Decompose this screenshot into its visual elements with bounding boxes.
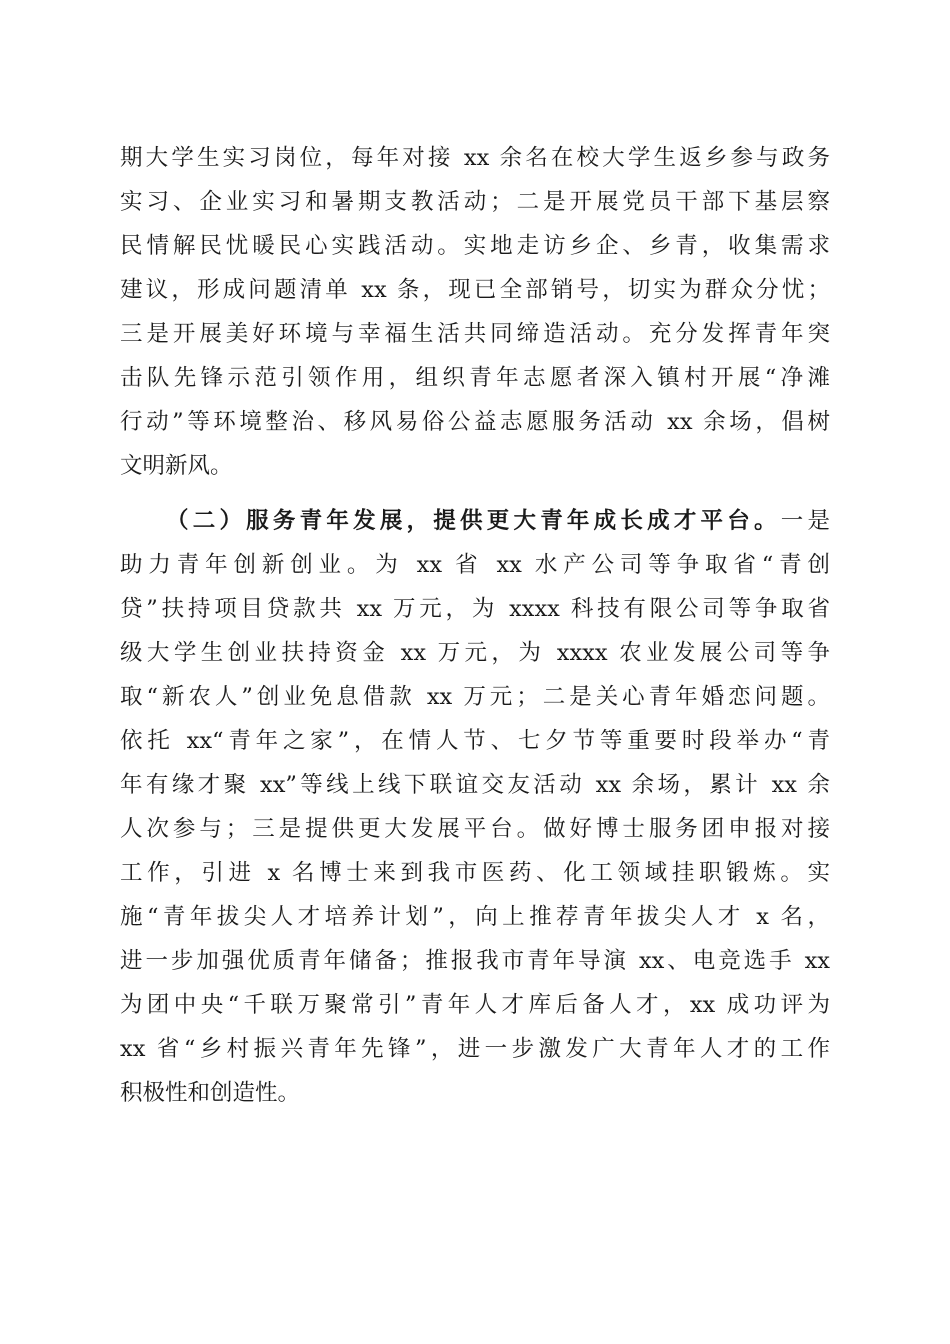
paragraph-2-line: 助力青年创新创业。为 xx 省 xx 水产公司等争取省“青创 (120, 552, 830, 578)
paragraph-2-line: 取“新农人”创业免息借款 xx 万元；二是关心青年婚恋问题。 (120, 684, 830, 710)
paragraph-2-line: 人次参与；三是提供更大发展平台。做好博士服务团申报对接 (120, 816, 830, 842)
paragraph-1-line: 文明新风。 (120, 453, 233, 479)
paragraph-2-line: 级大学生创业扶持资金 xx 万元，为 xxxx 农业发展公司等争 (120, 640, 830, 666)
paragraph-1-line: 民情解民忧暖民心实践活动。实地走访乡企、乡青，收集需求 (120, 233, 830, 259)
paragraph-2-line: 工作，引进 x 名博士来到我市医药、化工领域挂职锻炼。实 (120, 860, 830, 886)
paragraph-2-line: 依托 xx“青年之家”，在情人节、七夕节等重要时段举办“青 (120, 728, 830, 754)
paragraph-2-line: 施“青年拔尖人才培养计划”，向上推荐青年拔尖人才 x 名， (120, 904, 830, 930)
paragraph-1-line: 建议，形成问题清单 xx 条，现已全部销号，切实为群众分忧； (120, 277, 830, 303)
paragraph-1-line: 实习、企业实习和暑期支教活动；二是开展党员干部下基层察 (120, 189, 830, 215)
paragraph-2-line: 为团中央“千联万聚常引”青年人才库后备人才，xx 成功评为 (120, 992, 830, 1018)
paragraph-2-first-line (120, 503, 830, 539)
paragraph-1-line: 行动”等环境整治、移风易俗公益志愿服务活动 xx 余场，倡树 (120, 409, 830, 435)
paragraph-1-line: 三是开展美好环境与幸福生活共同缔造活动。充分发挥青年突 (120, 321, 830, 347)
paragraph-2-line: 贷”扶持项目贷款共 xx 万元，为 xxxx 科技有限公司等争取省 (120, 596, 830, 622)
heading-continuation: 一是 (780, 508, 830, 534)
paragraph-1-line: 击队先锋示范引领作用，组织青年志愿者深入镇村开展“净滩 (120, 365, 830, 391)
paragraph-2-line: 进一步加强优质青年储备；推报我市青年导演 xx、电竞选手 xx (120, 948, 830, 974)
paragraph-1-line: 期大学生实习岗位，每年对接 xx 余名在校大学生返乡参与政务 (120, 145, 830, 171)
paragraph-2-line: 年有缘才聚 xx”等线上线下联谊交友活动 xx 余场，累计 xx 余 (120, 772, 830, 798)
section-heading: （二）服务青年发展，提供更大青年成长成才平台。 (166, 508, 781, 534)
paragraph-2-line: xx 省“乡村振兴青年先锋”，进一步激发广大青年人才的工作 (120, 1036, 830, 1062)
paragraph-2-line: 积极性和创造性。 (120, 1080, 301, 1106)
